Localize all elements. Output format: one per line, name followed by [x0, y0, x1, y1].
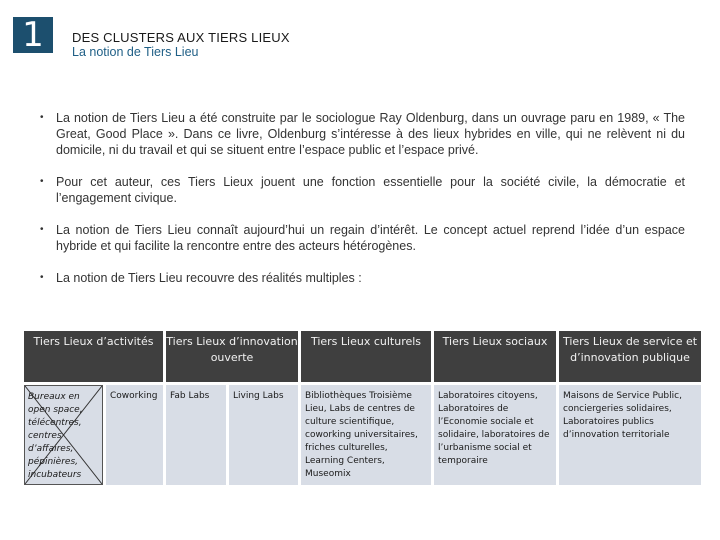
- header-innovation: Tiers Lieux d’innovation ouverte: [166, 331, 298, 382]
- cell-culturels: Bibliothèques Troisième Lieu, Labs de centres de culture scientifique, coworking universitaires, friches culturelles, Learning Centers, Museomix: [301, 385, 431, 485]
- cell-fablabs: [166, 385, 226, 485]
- header-culturels: Tiers Lieux culturels: [301, 331, 431, 382]
- page-subtitle: La notion de Tiers Lieu: [72, 45, 199, 59]
- header-service: Tiers Lieux de service et d’innovation publique: [559, 331, 701, 382]
- cell-livinglabs: [229, 385, 298, 485]
- tiers-lieux-table: [24, 331, 704, 485]
- coworking-text: Coworking: [110, 391, 158, 401]
- header-activites: Tiers Lieux d’activités: [24, 331, 163, 382]
- livinglabs-text: Living Labs: [233, 391, 284, 401]
- table-header-row: [24, 331, 704, 382]
- bullet-item: • La notion de Tiers Lieu connaît aujourd’hui un regain d’intérêt. Le concept actuel reprend l’idée d’un espace hybride et qui facilite la rencontre entre des acteurs hétérogènes.: [40, 222, 685, 254]
- slide-number: 1: [13, 17, 53, 53]
- header: [72, 30, 290, 60]
- fablabs-text: Fab Labs: [170, 391, 210, 401]
- bullet-list: [40, 110, 685, 302]
- table-body-row: [24, 385, 704, 485]
- cell-activites-crossed: [24, 385, 103, 485]
- header-sociaux: Tiers Lieux sociaux: [434, 331, 556, 382]
- bullet-item: • La notion de Tiers Lieu recouvre des réalités multiples :: [40, 270, 685, 286]
- crossed-text: Bureaux en open space, télécentres, centres d’affaires, pépinières, incubateurs: [28, 392, 83, 480]
- bullet-item: • La notion de Tiers Lieu a été construite par le sociologue Ray Oldenburg, dans un ouvrage paru en 1989, « The Great, Good Place ». Dans ce livre, Oldenburg s’intéresse à des lieux hybrides en ville, qui ne relèvent ni du domicile, ni du travail et qui se situent entre l’espace public et l’espace privé.: [40, 110, 685, 158]
- page-title: DES CLUSTERS AUX TIERS LIEUX: [72, 30, 290, 45]
- cell-innovation: [166, 385, 298, 485]
- cell-coworking: [106, 385, 163, 485]
- bullet-item: • Pour cet auteur, ces Tiers Lieux jouent une fonction essentielle pour la société civile, la démocratie et l’engagement civique.: [40, 174, 685, 206]
- cell-service: Maisons de Service Public, conciergeries solidaires, Laboratoires publics d’innovation territoriale: [559, 385, 701, 485]
- cell-sociaux: Laboratoires citoyens, Laboratoires de l’Economie sociale et solidaire, laboratoires de l’urbanisme social et temporaire: [434, 385, 556, 485]
- cell-activites: [24, 385, 163, 485]
